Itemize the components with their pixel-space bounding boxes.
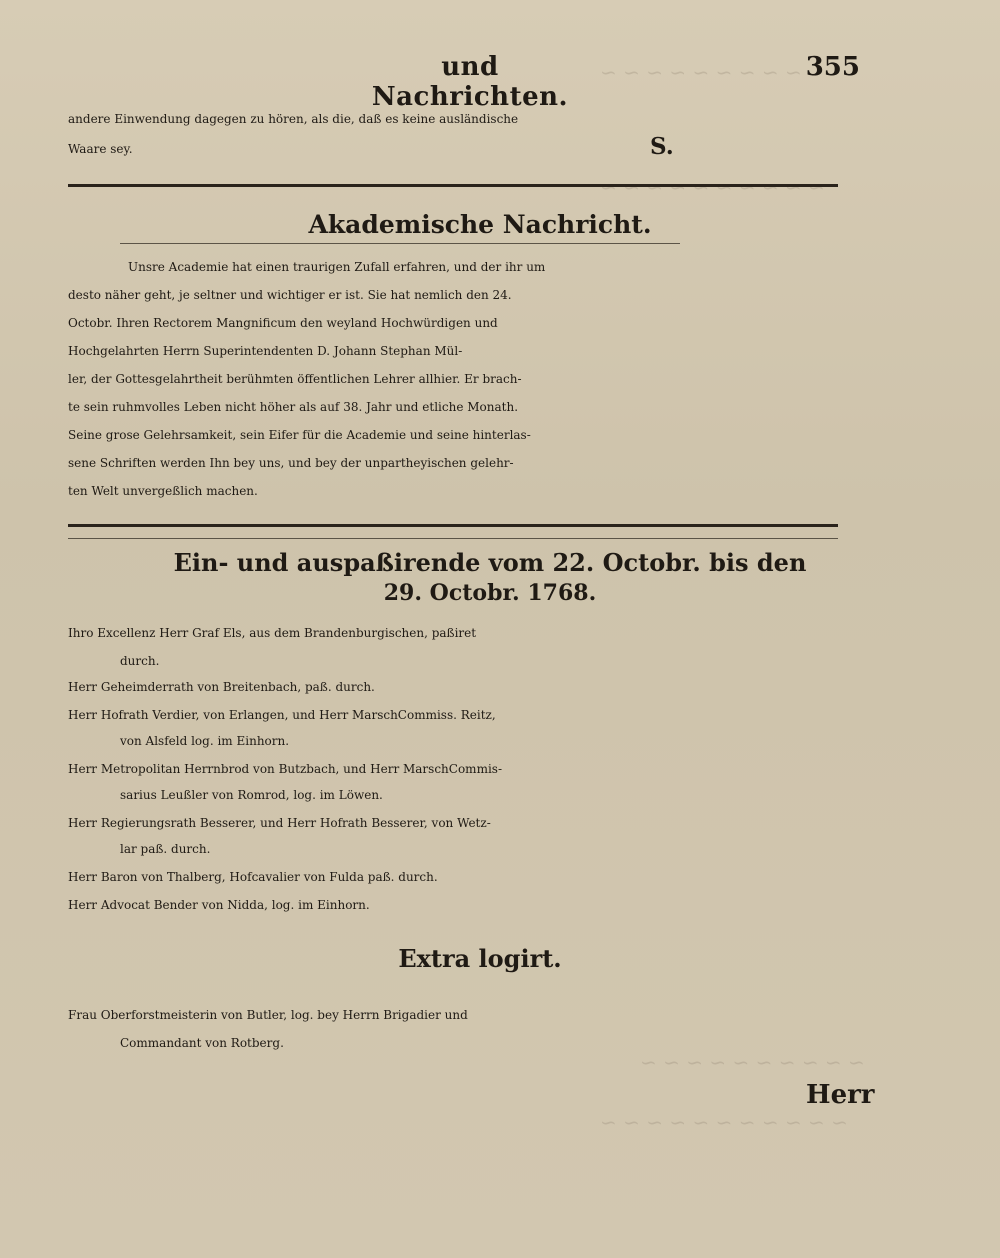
catchword: Herr xyxy=(806,1080,875,1110)
academic-line: te sein ruhmvolles Leben nicht höher als auf 38. Jahr und etliche Monath. xyxy=(68,400,519,414)
traveller-entry: Herr Regierungsrath Besserer, und Herr Hofrath Besserer, von Wetz- xyxy=(68,816,491,830)
traveller-entry-cont: lar paß. durch. xyxy=(120,842,211,856)
travellers-title-line1: Ein- und auspaßirende vom 22. Octobr. bis den xyxy=(173,548,807,577)
traveller-entry-cont: durch. xyxy=(120,654,160,668)
academic-line: desto näher geht, je seltner und wichtiger er ist. Sie hat nemlich den 24. xyxy=(68,288,512,302)
traveller-entry: Herr Geheimderrath von Breitenbach, paß. durch. xyxy=(68,680,375,694)
author-signature: S. xyxy=(650,133,674,160)
bleed-through-text: ~ ~ ~ ~ ~ ~ ~ ~ ~ ~ xyxy=(600,175,825,199)
traveller-entry: Herr Metropolitan Herrnbrod von Butzbach, und Herr MarschCommis- xyxy=(68,762,502,776)
intro-line: Waare sey. xyxy=(68,142,133,156)
extra-entry: Frau Oberforstmeisterin von Butler, log. bey Herrn Brigadier und xyxy=(68,1008,468,1022)
running-title: und Nachrichten. xyxy=(371,52,569,112)
academic-title: Akademische Nachricht. xyxy=(308,210,652,239)
academic-line: Unsre Academie hat einen traurigen Zufall erfahren, und der ihr um xyxy=(128,260,546,274)
extra-title: Extra logirt. xyxy=(398,944,562,973)
academic-line: sene Schriften werden Ihn bey uns, und bey der unpartheyischen gelehr- xyxy=(68,456,514,470)
section-divider-thin xyxy=(68,538,838,539)
section-divider xyxy=(68,524,838,527)
traveller-entry: Herr Advocat Bender von Nidda, log. im Einhorn. xyxy=(68,898,370,912)
bleed-through-text: ~ ~ ~ ~ ~ ~ ~ ~ ~ ~ ~ xyxy=(600,1110,848,1134)
traveller-entry-cont: von Alsfeld log. im Einhorn. xyxy=(120,734,290,748)
section-divider xyxy=(68,184,838,187)
bleed-through-text: ~ ~ ~ ~ ~ ~ ~ ~ ~ xyxy=(600,60,802,84)
bleed-through-text: ~ ~ ~ ~ ~ ~ ~ ~ ~ ~ xyxy=(640,1050,865,1074)
traveller-entry-cont: sarius Leußler von Romrod, log. im Löwen. xyxy=(120,788,383,802)
academic-line: Seine grose Gelehrsamkeit, sein Eifer für die Academie und seine hinterlas- xyxy=(68,428,531,442)
academic-line: ten Welt unvergeßlich machen. xyxy=(68,484,258,498)
academic-line: Hochgelahrten Herrn Superintendenten D. Johann Stephan Mül- xyxy=(68,344,463,358)
travellers-title-line2: 29. Octobr. 1768. xyxy=(383,580,597,606)
traveller-entry: Herr Hofrath Verdier, von Erlangen, und Herr MarschCommiss. Reitz, xyxy=(68,708,496,722)
intro-line: andere Einwendung dagegen zu hören, als die, daß es keine ausländische xyxy=(68,112,519,126)
academic-line: ler, der Gottesgelahrtheit berühmten öffentlichen Lehrer allhier. Er brach- xyxy=(68,372,522,386)
traveller-entry: Herr Baron von Thalberg, Hofcavalier von Fulda paß. durch. xyxy=(68,870,438,884)
title-underline xyxy=(120,243,680,244)
academic-line: Octobr. Ihren Rectorem Mangnificum den weyland Hochwürdigen und xyxy=(68,316,498,330)
traveller-entry: Ihro Excellenz Herr Graf Els, aus dem Brandenburgischen, paßiret xyxy=(68,626,477,640)
page-number: 355 xyxy=(805,52,860,82)
extra-entry-cont: Commandant von Rotberg. xyxy=(120,1036,284,1050)
